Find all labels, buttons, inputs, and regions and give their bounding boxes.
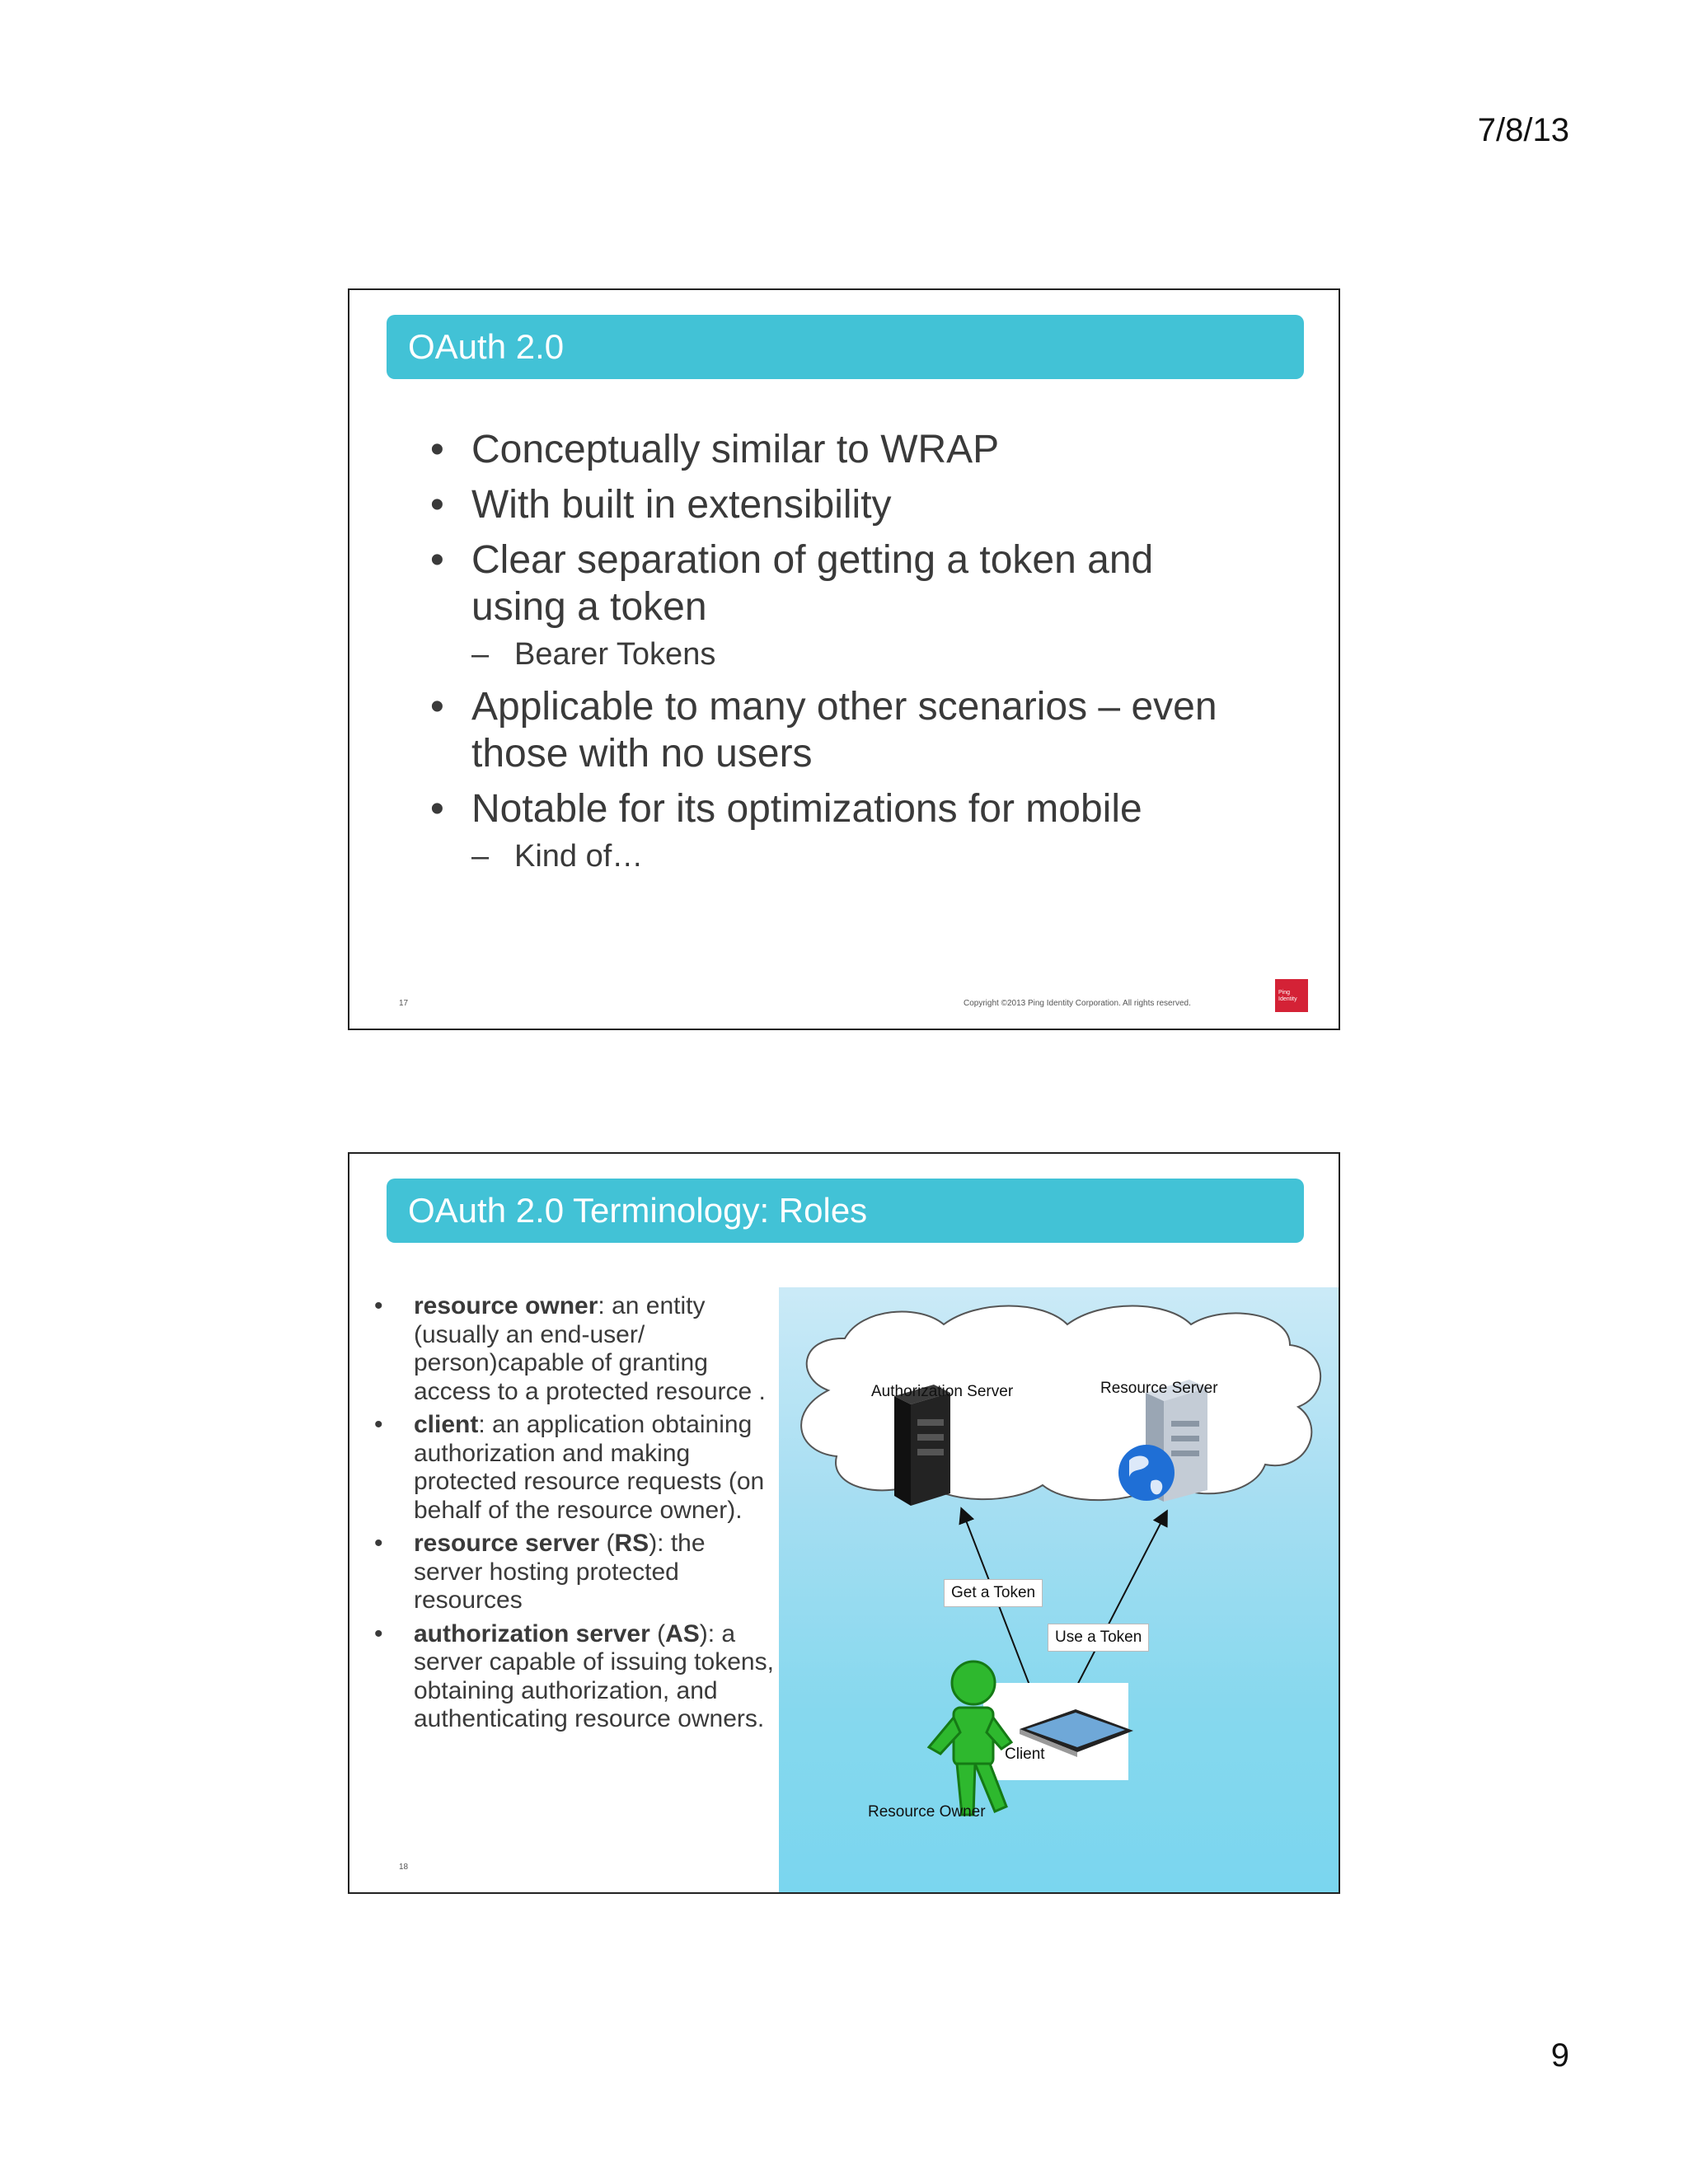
authorization-server-label: Authorization Server [871, 1383, 1014, 1400]
sub-bullet-item: – Kind of… [471, 836, 1254, 877]
cloud-shape [801, 1306, 1320, 1501]
slide-number: 18 [399, 1863, 409, 1872]
role-item: • authorization server (AS): a server capable of issuing tokens, obtaining authorization, and authenticating resource owners. [374, 1620, 778, 1734]
page-date: 7/8/13 [1477, 112, 1569, 148]
server-icon [894, 1385, 950, 1506]
copyright-text: Copyright ©2013 Ping Identity Corporation. All rights reserved. [964, 999, 1191, 1008]
use-token-label: Use a Token [1048, 1624, 1149, 1652]
slide-17 [348, 288, 1340, 1030]
bullet-list [430, 426, 1254, 885]
bullet-item: • With built in extensibility [430, 481, 1254, 528]
role-item: • resource owner: an entity (usually an end-user/ person)capable of granting access to a protected resource . [374, 1292, 778, 1406]
oauth-roles-diagram [779, 1287, 1340, 1894]
bullet-item: • Clear separation of getting a token and using a token – Bearer Tokens [430, 537, 1254, 675]
sub-bullet-item: – Bearer Tokens [471, 634, 1254, 675]
slide-18 [348, 1152, 1340, 1894]
role-item: • client: an application obtaining authorization and making protected resource requests (on behalf of the resource owner). [374, 1411, 778, 1525]
slide-title: OAuth 2.0 Terminology: Roles [387, 1179, 1304, 1243]
tablet-icon [983, 1683, 1133, 1780]
get-token-label: Get a Token [944, 1579, 1043, 1607]
resource-owner-label: Resource Owner [868, 1803, 986, 1821]
slide-number: 17 [399, 999, 409, 1008]
bullet-item: • Conceptually similar to WRAP [430, 426, 1254, 473]
slide-title: OAuth 2.0 [387, 315, 1304, 379]
client-label: Client [1005, 1746, 1045, 1763]
bullet-item: • Applicable to many other scenarios – even those with no users [430, 683, 1254, 777]
ping-identity-logo: Ping Identity [1275, 979, 1308, 1012]
resource-server-label: Resource Server [1100, 1380, 1218, 1397]
roles-list [374, 1292, 778, 1739]
page-number: 9 [1550, 2037, 1569, 2074]
bullet-item: • Notable for its optimizations for mobile – Kind of… [430, 785, 1254, 877]
use-token-arrow [1070, 1512, 1166, 1699]
role-item: • resource server (RS): the server hosting protected resources [374, 1530, 778, 1615]
